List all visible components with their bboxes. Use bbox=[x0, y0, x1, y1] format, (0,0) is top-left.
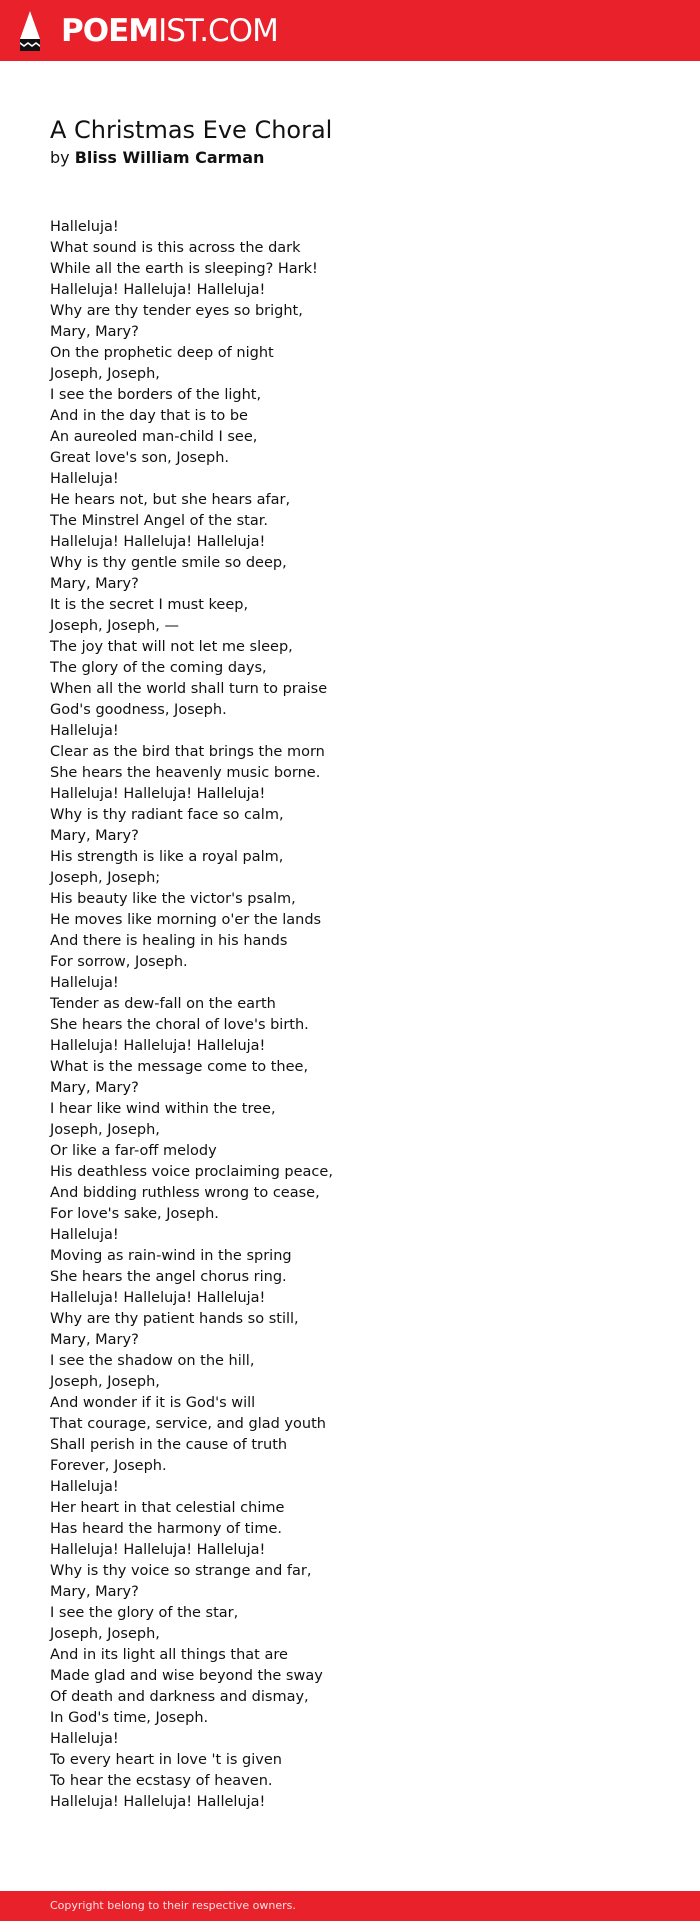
poem-line: What sound is this across the dark bbox=[50, 240, 301, 256]
poem-line: And in the day that is to be bbox=[50, 408, 248, 424]
copyright-notice: Copyright belong to their respective owners. bbox=[50, 1899, 296, 1912]
poem-line: The joy that will not let me sleep, bbox=[50, 639, 293, 655]
pen-nib-icon bbox=[18, 11, 42, 51]
poem-line: And bidding ruthless wrong to cease, bbox=[50, 1185, 320, 1201]
poem-line: Why is thy gentle smile so deep, bbox=[50, 555, 287, 571]
poem-line: Joseph, Joseph, bbox=[50, 1122, 160, 1138]
poem-line: Halleluja! Halleluja! Halleluja! bbox=[50, 1542, 266, 1558]
poem-line: Joseph, Joseph, bbox=[50, 1374, 160, 1390]
poem-line: Halleluja! bbox=[50, 1731, 119, 1747]
poem-line: Halleluja! bbox=[50, 1479, 119, 1495]
poem-line: Why are thy patient hands so still, bbox=[50, 1311, 299, 1327]
poem-line: Or like a far-off melody bbox=[50, 1143, 217, 1159]
poem-line: She hears the angel chorus ring. bbox=[50, 1269, 287, 1285]
poem-line: Shall perish in the cause of truth bbox=[50, 1437, 288, 1453]
poem-line: And in its light all things that are bbox=[50, 1647, 288, 1663]
poem-line: Of death and darkness and dismay, bbox=[50, 1689, 309, 1705]
poem-line: On the prophetic deep of night bbox=[50, 345, 274, 361]
site-footer bbox=[0, 1891, 700, 1921]
brand-name bbox=[61, 11, 278, 51]
poem-line: For love's sake, Joseph. bbox=[50, 1206, 219, 1222]
poem-line: That courage, service, and glad youth bbox=[50, 1416, 326, 1432]
poem-line: Halleluja! Halleluja! Halleluja! bbox=[50, 786, 266, 802]
poem-line: While all the earth is sleeping? Hark! bbox=[50, 261, 318, 277]
poem-line: Joseph, Joseph; bbox=[50, 870, 161, 886]
site-header bbox=[0, 0, 700, 61]
brand-name-strong: POEM bbox=[61, 13, 159, 49]
poem-author[interactable]: Bliss William Carman bbox=[74, 148, 265, 167]
site-logo[interactable] bbox=[18, 11, 278, 51]
poem-line: God's goodness, Joseph. bbox=[50, 702, 227, 718]
poem-line: Made glad and wise beyond the sway bbox=[50, 1668, 323, 1684]
poem-line: His strength is like a royal palm, bbox=[50, 849, 284, 865]
poem-body bbox=[50, 217, 650, 1813]
poem-line: The Minstrel Angel of the star. bbox=[50, 513, 268, 529]
poem-line: Why is thy radiant face so calm, bbox=[50, 807, 284, 823]
poem-line: Halleluja! Halleluja! Halleluja! bbox=[50, 534, 266, 550]
poem-line: And there is healing in his hands bbox=[50, 933, 288, 949]
poem-line: And wonder if it is God's will bbox=[50, 1395, 256, 1411]
poem-line: His deathless voice proclaiming peace, bbox=[50, 1164, 333, 1180]
poem-line: Joseph, Joseph, — bbox=[50, 618, 179, 634]
poem-line: Mary, Mary? bbox=[50, 576, 139, 592]
poem-line: To every heart in love 't is given bbox=[50, 1752, 282, 1768]
poem-line: Tender as dew-fall on the earth bbox=[50, 996, 276, 1012]
poem-line: Joseph, Joseph, bbox=[50, 366, 160, 382]
poem-line: Halleluja! bbox=[50, 471, 119, 487]
poem-line: The glory of the coming days, bbox=[50, 660, 267, 676]
poem-line: Halleluja! bbox=[50, 723, 119, 739]
poem-line: Halleluja! Halleluja! Halleluja! bbox=[50, 1038, 266, 1054]
poem-line: Halleluja! bbox=[50, 975, 119, 991]
poem-line: Why is thy voice so strange and far, bbox=[50, 1563, 312, 1579]
poem-line: What is the message come to thee, bbox=[50, 1059, 309, 1075]
poem-line: She hears the heavenly music borne. bbox=[50, 765, 321, 781]
poem-line: Halleluja! bbox=[50, 1227, 119, 1243]
poem-byline bbox=[50, 147, 264, 169]
poem-line: In God's time, Joseph. bbox=[50, 1710, 209, 1726]
poem-line: Great love's son, Joseph. bbox=[50, 450, 229, 466]
brand-name-light: IST.COM bbox=[158, 13, 278, 49]
poem-line: Clear as the bird that brings the morn bbox=[50, 744, 325, 760]
poem-line: Mary, Mary? bbox=[50, 828, 139, 844]
poem-line: I see the borders of the light, bbox=[50, 387, 262, 403]
poem-line: She hears the choral of love's birth. bbox=[50, 1017, 309, 1033]
poem-line: Halleluja! Halleluja! Halleluja! bbox=[50, 1794, 266, 1810]
poem-line: Mary, Mary? bbox=[50, 1080, 139, 1096]
poem-line: Joseph, Joseph, bbox=[50, 1626, 160, 1642]
poem-line: I see the glory of the star, bbox=[50, 1605, 239, 1621]
poem-line: Mary, Mary? bbox=[50, 324, 139, 340]
poem-line: To hear the ecstasy of heaven. bbox=[50, 1773, 273, 1789]
poem-line: Moving as rain-wind in the spring bbox=[50, 1248, 292, 1264]
poem-line: Her heart in that celestial chime bbox=[50, 1500, 285, 1516]
poem-line: Why are thy tender eyes so bright, bbox=[50, 303, 303, 319]
poem-line: Forever, Joseph. bbox=[50, 1458, 167, 1474]
poem-line: When all the world shall turn to praise bbox=[50, 681, 328, 697]
poem-line: I hear like wind within the tree, bbox=[50, 1101, 276, 1117]
poem-line: Halleluja! Halleluja! Halleluja! bbox=[50, 1290, 266, 1306]
poem-line: It is the secret I must keep, bbox=[50, 597, 249, 613]
poem-line: His beauty like the victor's psalm, bbox=[50, 891, 296, 907]
poem-line: Halleluja! bbox=[50, 219, 119, 235]
poem-line: Has heard the harmony of time. bbox=[50, 1521, 282, 1537]
poem-line: For sorrow, Joseph. bbox=[50, 954, 188, 970]
poem-line: He hears not, but she hears afar, bbox=[50, 492, 291, 508]
poem-line: An aureoled man-child I see, bbox=[50, 429, 258, 445]
poem-title: A Christmas Eve Choral bbox=[50, 116, 333, 144]
poem-line: Mary, Mary? bbox=[50, 1584, 139, 1600]
poem-line: Halleluja! Halleluja! Halleluja! bbox=[50, 282, 266, 298]
by-label: by bbox=[50, 148, 70, 167]
poem-line: He moves like morning o'er the lands bbox=[50, 912, 322, 928]
poem-line: I see the shadow on the hill, bbox=[50, 1353, 255, 1369]
poem-line: Mary, Mary? bbox=[50, 1332, 139, 1348]
